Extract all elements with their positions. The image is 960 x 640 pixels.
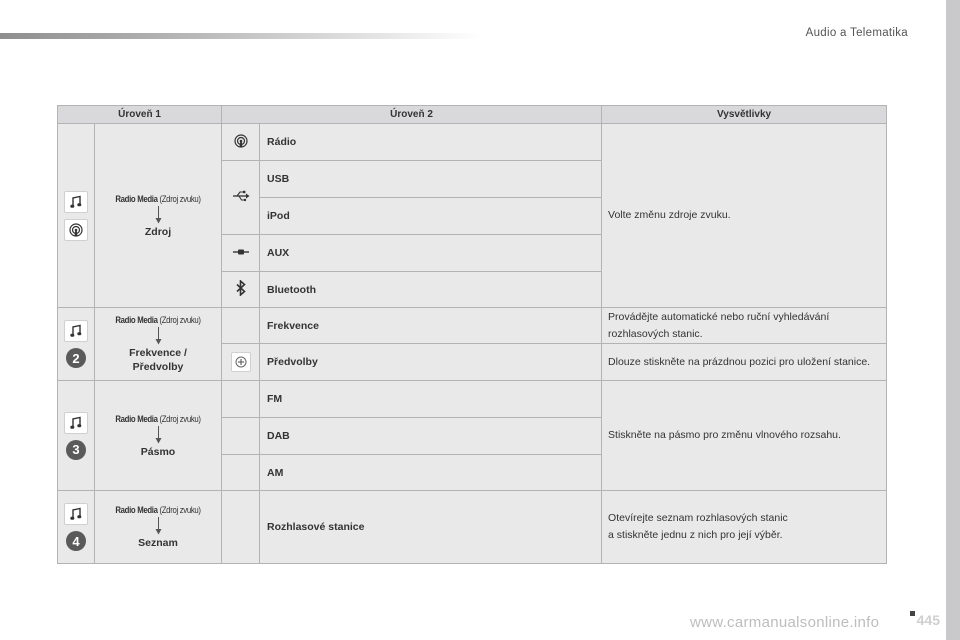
number-2-badge: 2 (66, 348, 86, 368)
level2-ipod[interactable]: iPod (260, 198, 602, 235)
music-note-icon (64, 503, 88, 525)
preset-add-icon (231, 352, 251, 372)
table-row (58, 308, 887, 344)
level2-icon-cell (222, 272, 260, 308)
level2-icon-cell (222, 235, 260, 272)
table-header-row (58, 106, 887, 124)
radio-source-icon (64, 219, 88, 241)
radio-media-label: Radio Media (115, 505, 158, 516)
radio-media-label: Radio Media (115, 193, 158, 205)
page-edge-strip (946, 0, 960, 640)
explanation-line2: a stiskněte jednu z nich pro její výběr. (608, 529, 783, 541)
radio-media-label: Radio Media (115, 413, 158, 425)
level1-name: Zdroj (144, 225, 172, 238)
page-marker (910, 611, 915, 616)
level1-name: Seznam (138, 537, 178, 549)
header-level2: Úroveň 2 (222, 106, 602, 124)
level2-predvolby[interactable]: Předvolby (260, 344, 602, 381)
header-level1: Úroveň 1 (58, 106, 222, 124)
music-note-icon (64, 412, 88, 434)
level2-dab[interactable]: DAB (260, 418, 602, 455)
usb-icon (232, 190, 250, 202)
level1-cell-zdroj (95, 124, 222, 308)
level2-icon-cell (222, 161, 260, 235)
level2-fm[interactable]: FM (260, 381, 602, 418)
number-4-badge: 4 (66, 531, 86, 551)
level2-frekvence[interactable]: Frekvence (260, 308, 602, 344)
bluetooth-icon (236, 280, 246, 296)
aux-icon (232, 248, 250, 256)
number-3-badge: 3 (66, 440, 86, 460)
section-title: Audio a Telematika (805, 27, 908, 39)
radio-source-icon (234, 134, 248, 148)
explanation-predvolby: Dlouze stiskněte na prázdnou pozici pro uložení stanice. (602, 344, 887, 381)
level2-bluetooth[interactable]: Bluetooth (260, 272, 602, 308)
music-note-icon (64, 191, 88, 213)
page-number: 445 (916, 612, 940, 628)
radio-media-hint: (Zdroj zvuku) (159, 193, 201, 205)
level1-cell-pasmo (95, 381, 222, 491)
down-arrow-icon (155, 327, 162, 345)
watermark: www.carmanualsonline.info (690, 614, 880, 631)
header-explanation: Vysvětlivky (602, 106, 887, 124)
table-row (58, 381, 887, 418)
explanation-line1: Otevírejte seznam rozhlasových stanic (608, 512, 788, 524)
level1-name-line1: Frekvence / (129, 347, 187, 359)
explanation-frekvence: Provádějte automatické nebo ruční vyhledávání rozhlasových stanic. (602, 308, 887, 344)
level1-name: Pásmo (140, 445, 176, 458)
row-icons-cell (58, 124, 95, 308)
header-gradient-bar (0, 33, 480, 39)
level2-icon-cell (222, 491, 260, 564)
row-icons-cell (58, 491, 95, 564)
level1-cell-frekvence (95, 308, 222, 381)
level2-radio[interactable]: Rádio (260, 124, 602, 161)
down-arrow-icon (155, 426, 162, 444)
radio-media-hint: (Zdroj zvuku) (159, 315, 201, 326)
radio-media-hint: (Zdroj zvuku) (159, 505, 201, 516)
table-row (58, 491, 887, 564)
level2-icon-cell (222, 344, 260, 381)
menu-table (57, 105, 887, 564)
radio-media-hint: (Zdroj zvuku) (159, 413, 201, 425)
row-icons-cell (58, 381, 95, 491)
level2-rozhlasove-stanice[interactable]: Rozhlasové stanice (260, 491, 602, 564)
level2-icon-cell (222, 381, 260, 418)
level1-name-line2: Předvolby (132, 361, 184, 373)
level1-name (95, 346, 221, 374)
level2-icon-cell (222, 455, 260, 491)
level2-am[interactable]: AM (260, 455, 602, 491)
level2-icon-cell (222, 124, 260, 161)
down-arrow-icon (155, 517, 162, 535)
level2-aux[interactable]: AUX (260, 235, 602, 272)
level2-usb[interactable]: USB (260, 161, 602, 198)
down-arrow-icon (155, 206, 162, 224)
explanation-source: Volte změnu zdroje zvuku. (602, 124, 887, 308)
row-icons-cell (58, 308, 95, 381)
table-row (58, 124, 887, 161)
music-note-icon (64, 320, 88, 342)
level2-icon-cell (222, 418, 260, 455)
level1-cell-seznam (95, 491, 222, 564)
explanation-seznam (602, 491, 887, 564)
level2-icon-cell (222, 308, 260, 344)
radio-media-label: Radio Media (115, 315, 158, 326)
explanation-pasmo: Stiskněte na pásmo pro změnu vlnového rozsahu. (602, 381, 887, 491)
